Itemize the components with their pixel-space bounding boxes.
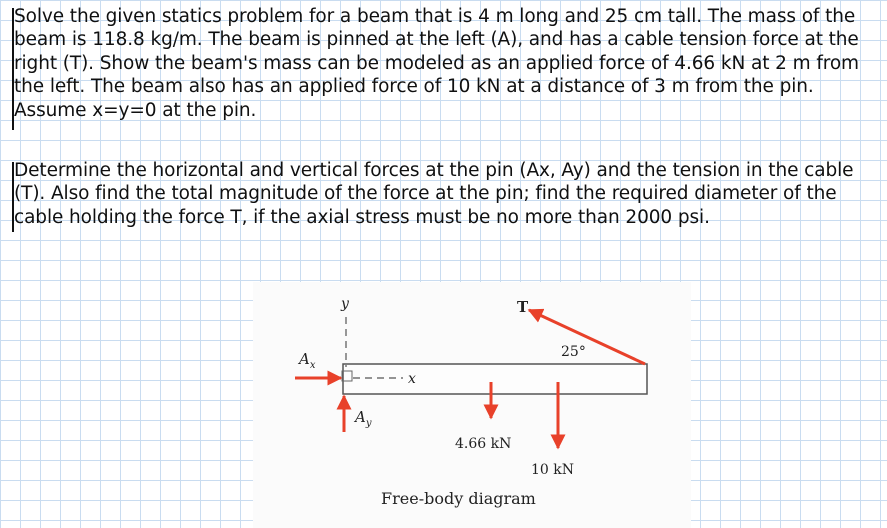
problem-line: right (T). Show the beam's mass can be modeled as an applied force of 4.66 kN at 2 m from [14, 52, 859, 74]
tension-label: T [517, 298, 529, 316]
ay-label [353, 408, 372, 429]
question-line: (T). Also find the total magnitude of the force at the pin; find the required diameter of the [14, 183, 837, 205]
ax-label-main: A [299, 350, 310, 368]
x-axis-label: x [408, 371, 416, 387]
force-466-label: 4.66 kN [455, 436, 512, 452]
problem-statement-paragraph [14, 5, 886, 122]
diagram-caption: Free-body diagram [381, 489, 536, 508]
problem-line: Assume x=y=0 at the pin. [14, 99, 257, 121]
y-axis-label: y [341, 296, 349, 312]
problem-line: beam is 118.8 kg/m. The beam is pinned at the left (A), and has a cable tension force at the [14, 29, 859, 51]
text-margin-line [12, 162, 14, 232]
ay-label-main: A [355, 408, 366, 426]
angle-label: 25° [561, 344, 586, 360]
free-body-diagram [253, 282, 691, 528]
ax-label-sub: x [309, 360, 316, 371]
beam [343, 364, 647, 394]
question-line: cable holding the force T, if the axial stress must be no more than 2000 psi. [14, 206, 710, 228]
question-line: Determine the horizontal and vertical forces at the pin (Ax, Ay) and the tension in the cable [14, 160, 854, 181]
ay-label-sub: y [365, 418, 372, 429]
question-paragraph [14, 159, 886, 229]
text-margin-line [12, 8, 14, 130]
tension-arrow [529, 310, 645, 364]
force-10-label: 10 kN [531, 462, 574, 478]
problem-line: Solve the given statics problem for a beam that is 4 m long and 25 cm tall. The mass of the [14, 6, 856, 27]
problem-line: the left. The beam also has an applied force of 10 kN at a distance of 3 m from the pin. [14, 76, 814, 98]
ax-label [297, 350, 316, 371]
